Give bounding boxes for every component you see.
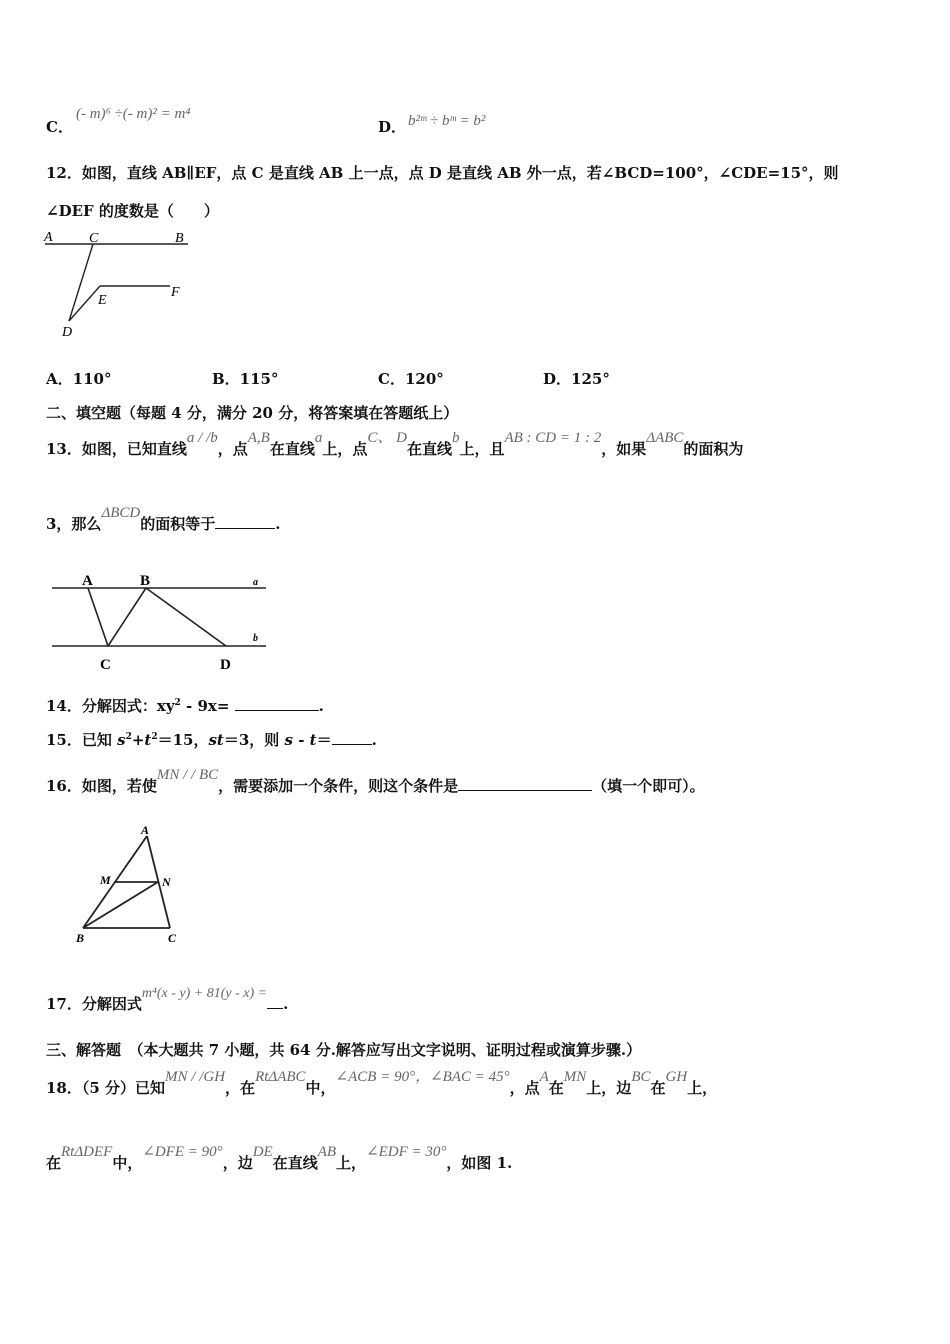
q13-stem-line1: 13．如图，已知直线a / /b，点A,B在直线a上，点C、 D在直线b上，且AB : CD = 1 : 2，如果ΔABC的面积为 (46, 430, 744, 458)
q13-label-line-a: a (253, 577, 258, 588)
q16-answer-blank[interactable] (458, 776, 592, 791)
q13-label-b: B (140, 573, 151, 589)
q13-label-a: A (82, 573, 93, 589)
q15-answer-blank[interactable] (332, 730, 372, 745)
q16-label-c: C (168, 931, 177, 945)
q16-label-b: B (76, 931, 85, 945)
q12-label-d: D (62, 325, 73, 340)
q12-label-c: C (89, 231, 99, 246)
q14-stem: 14．分解因式：$xy^2 - 9x=$ . (46, 697, 324, 715)
q12-figure (40, 226, 200, 341)
section-3-heading: 三、解答题 （本大题共 7 小题，共 64 分.解答应写出文字说明、证明过程或演算步骤.） (46, 1041, 642, 1059)
q15-stem: 15．已知 $s^2+t^2=15$，st＝3，则 s - t＝ . (46, 731, 377, 749)
q18-stem-line2: 在RtΔDEF中，∠DFE = 90°，边DE在直线AB上，∠EDF = 30°，如图 1. (46, 1144, 513, 1172)
q12-label-b: B (175, 231, 184, 246)
q16-figure (70, 820, 190, 950)
q12-stem-line1: 12．如图，直线 AB∥EF，点 C 是直线 AB 上一点，点 D 是直线 AB 外一点，若∠BCD=100°，∠CDE=15°，则 (46, 164, 839, 182)
q14-answer-blank[interactable] (235, 696, 319, 711)
q12-stem-line2: ∠DEF 的度数是（ ） (46, 202, 219, 220)
q13-answer-blank[interactable] (215, 514, 275, 529)
q13-label-line-b: b (253, 633, 258, 644)
section-2-heading: 二、填空题（每题 4 分，满分 20 分，将答案填在答题纸上） (46, 404, 459, 422)
q18-stem-line1: 18．（5 分）已知MN / /GH，在RtΔABC中，∠ACB = 90°，∠BAC = 45°，点A在MN上，边BC在GH上， (46, 1069, 718, 1097)
q16-label-m: M (100, 873, 111, 887)
q13-figure (46, 570, 276, 678)
q12-option-a[interactable]: A．110° (46, 370, 112, 388)
q13-label-d: D (220, 657, 231, 673)
q11-option-d-label: D． (378, 118, 407, 136)
q11-option-c-label: C． (46, 118, 73, 136)
q12-option-d[interactable]: D．125° (543, 370, 610, 388)
q11-option-c-expr: (- m)⁶ ÷(- m)² = m⁴ (76, 106, 191, 122)
q12-option-c[interactable]: C．120° (378, 370, 444, 388)
q17-stem: 17．分解因式m⁴(x - y) + 81(y - x) =. (46, 986, 289, 1013)
q12-label-e: E (98, 293, 107, 308)
q12-option-b[interactable]: B．115° (212, 370, 279, 388)
q13-stem-line2: 3，那么ΔBCD的面积等于 . (46, 505, 281, 533)
q16-label-n: N (162, 875, 171, 889)
q16-label-a: A (141, 823, 150, 837)
q13-label-c: C (100, 657, 111, 673)
q11-option-d-expr: b²ᵐ ÷ bᵐ = b² (408, 113, 486, 129)
q17-answer-blank[interactable] (267, 994, 283, 1009)
q12-label-a: A (44, 230, 53, 245)
q16-stem: 16．如图，若使MN / / BC，需要添加一个条件，则这个条件是 （填一个即可）。 (46, 767, 705, 795)
q12-label-f: F (171, 285, 180, 300)
